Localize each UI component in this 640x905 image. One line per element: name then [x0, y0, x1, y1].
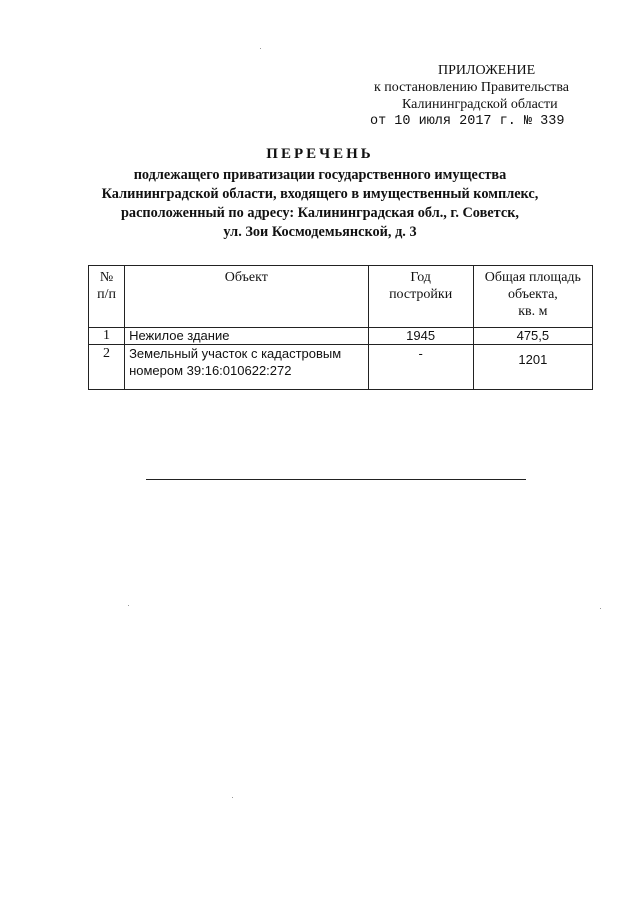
- cell-object: Земельный участок с кадастровым номером 39:16:010622:272: [125, 345, 368, 390]
- scan-speck: [600, 608, 601, 609]
- table-row: [89, 328, 593, 345]
- cell-area: 475,5: [473, 328, 592, 345]
- cell-area: 1201: [473, 345, 592, 390]
- document-subtitle: [100, 166, 540, 242]
- cell-object: Нежилое здание: [125, 328, 368, 345]
- appendix-line-resolution: к постановлению Правительства: [374, 80, 570, 95]
- cell-year: 1945: [368, 328, 473, 345]
- cell-number: 2: [89, 345, 125, 390]
- appendix-block: [360, 62, 595, 130]
- table-row: [89, 345, 593, 390]
- header-number: № п/п: [89, 266, 125, 328]
- appendix-line-date-number: от 10 июля 2017 г. № 339: [370, 114, 565, 129]
- cell-number: 1: [89, 328, 125, 345]
- header-object: Объект: [125, 266, 368, 328]
- document-title: ПЕРЕЧЕНЬ: [266, 146, 374, 162]
- cell-year: -: [368, 345, 473, 390]
- subtitle-line: подлежащего приватизации государственного имущества: [133, 167, 507, 183]
- header-area: Общая площадь объекта, кв. м: [473, 266, 592, 328]
- closing-divider: [146, 479, 526, 480]
- subtitle-line: расположенный по адресу: Калининградская обл., г. Советск,: [120, 205, 519, 221]
- header-year: Год постройки: [368, 266, 473, 328]
- table-header-row: [89, 266, 593, 328]
- property-table: [88, 265, 593, 390]
- appendix-line-region: Калининградской области: [402, 97, 558, 112]
- subtitle-line: Калининградской области, входящего в имущественный комплекс,: [101, 186, 539, 202]
- scan-speck: [260, 48, 261, 49]
- scan-speck: [232, 797, 233, 798]
- scan-speck: [128, 605, 129, 606]
- appendix-title: ПРИЛОЖЕНИЕ: [438, 63, 536, 78]
- subtitle-line: ул. Зои Космодемьянской, д. 3: [223, 224, 417, 240]
